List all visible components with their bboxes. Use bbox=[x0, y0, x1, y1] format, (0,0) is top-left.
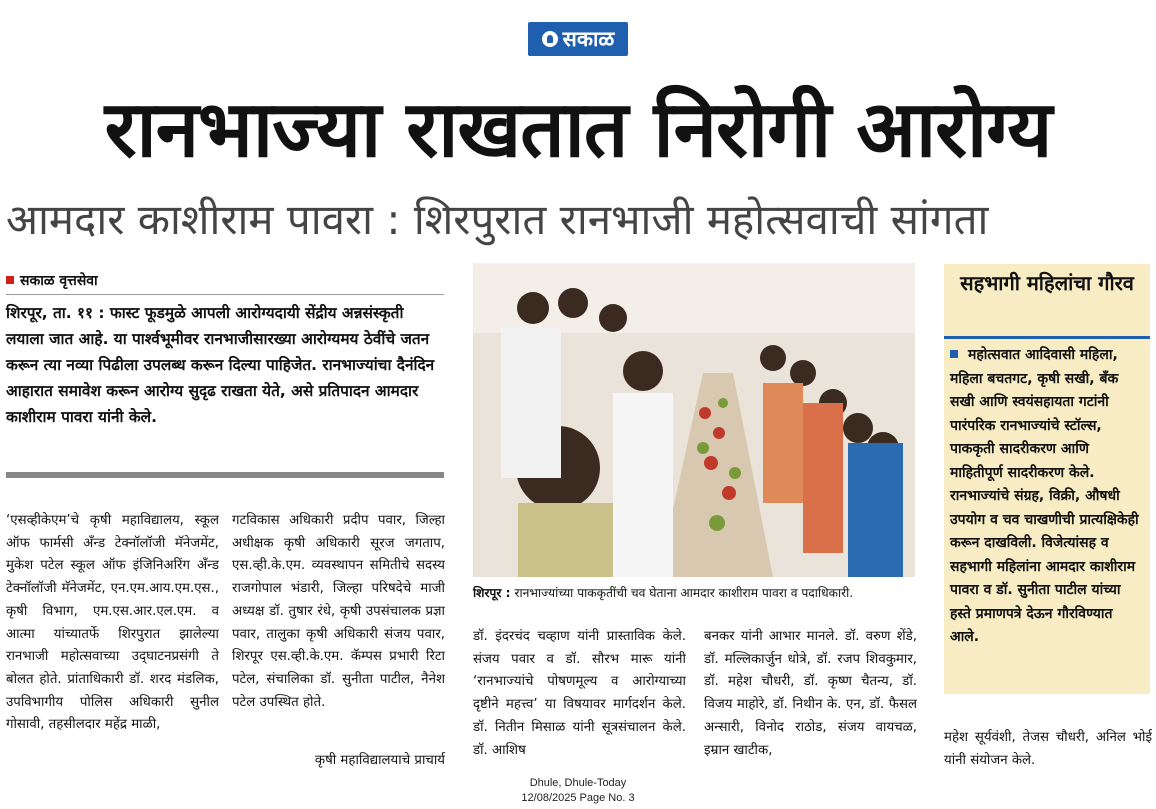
byline-bullet-icon bbox=[6, 276, 14, 284]
subheadline: आमदार काशीराम पावरा : शिरपुरात रानभाजी महोत्सवाची सांगता bbox=[6, 195, 989, 244]
logo-emblem-icon bbox=[542, 31, 558, 47]
headline: रानभाज्या राखतात निरोगी आरोग्य bbox=[104, 85, 1052, 175]
masthead-logo bbox=[528, 22, 628, 56]
byline bbox=[6, 270, 446, 292]
caption-place: शिरपूर : bbox=[473, 586, 511, 600]
sidebar-text: महोत्सवात आदिवासी महिला, महिला बचतगट, कृषी सखी, बँक सखी आणि स्वयंसहायता गटांनी पारंपरिक रानभाज्यांचे स्टॉल्स, पाककृती सादरीकरण आणि माहितीपूर्ण सादरीकरण केले. रानभाज्यांचे संग्रह, विक्री, औषधी उपयोग व चव चाखणीची प्रात्यक्षिकेही करून दाखविली. विजेत्यांसह व सहभागी महिलांना आमदार काशीराम पावरा व डॉ. सुनीता पाटील यांच्या हस्ते प्रमाणपत्रे देऊन गौरविण्यात आले. bbox=[950, 347, 1139, 645]
footer-date-page: 12/08/2025 Page No. 3 bbox=[521, 792, 635, 804]
news-photo bbox=[473, 263, 915, 577]
sidebar-body bbox=[950, 344, 1146, 684]
photo-caption bbox=[473, 582, 915, 604]
page-footer bbox=[478, 776, 678, 808]
sidebar-bullet-icon bbox=[950, 350, 958, 358]
sidebar-divider bbox=[944, 336, 1150, 339]
lead-divider bbox=[6, 472, 444, 478]
article-column-4: बनकर यांनी आभार मानले. डॉ. वरुण शेंडे, डॉ. मल्लिकार्जुन धोत्रे, डॉ. रजप शिवकुमार, डॉ. महेश चौधरी, डॉ. कृष्ण चैतन्य, डॉ. विजय माहोरे, डॉ. निथीन के. एन, डॉ. फैसल अन्सारी, विनोद राठोड, संजय वायचळ, इम्रान खाटीक, bbox=[704, 629, 917, 758]
caption-text: रानभाज्यांच्या पाककृतींची चव घेताना आमदार काशीराम पावरा व पदाधिकारी. bbox=[514, 586, 854, 600]
byline-text: सकाळ वृत्तसेवा bbox=[20, 273, 98, 289]
article-column-2: गटविकास अधिकारी प्रदीप पवार, जिल्हा अधीक्षक कृषी अधिकारी सूरज जगताप, एस.व्ही.के.एम. व्यवस्थापन समितीचे सदस्य राजगोपाल भंडारी, जिल्हा परिषदेचे माजी अध्यक्ष डॉ. तुषार रंधे, कृषी उपसंचालक प्रज्ञा पवार, तालुका कृषी अधिकारी संजय पवार, शिरपूर एस.व्ही.के.एम. कॅम्पस प्रभारी रिटा पटेल, संचालिका डॉ. सुनीता पाटील, नैनेश पटेल उपस्थित होते. bbox=[232, 513, 445, 710]
byline-divider bbox=[6, 294, 444, 295]
article-column-1: ‘एसव्हीकेएम’चे कृषी महाविद्यालय, स्कूल ऑफ फार्मसी अँन्ड टेक्नॉलॉजी मॅनेजमेंट, मुकेश पटेल स्कूल ऑफ इंजिनिअरिंग अँन्ड टेक्नॉलॉजी मॅनेजमेंट, एन.एम.आय.एम.एस., कृषी विभाग, एम.एस.आर.एल.एम. व आत्मा यांच्यातर्फे शिरपुरात झालेल्या रानभाजी महोत्सवाच्या उद्‍घाटनप्रसंगी ते बोलत होते. प्रांताधिकारी डॉ. शरद मंडलिक, उपविभागीय पोलिस अधिकारी सुनील गोसावी, तहसीलदार महेंद्र माळी, bbox=[6, 513, 219, 733]
sidebar-title: सहभागी महिलांचा गौरव bbox=[960, 271, 1134, 295]
article-column-5: महेश सूर्यवंशी, तेजस चौधरी, अनिल भोई यांनी संयोजन केले. bbox=[944, 730, 1152, 768]
article-column-3: डॉ. इंदरचंद चव्हाण यांनी प्रास्ताविक केले. संजय पवार व डॉ. सौरभ मारू यांनी ‘रानभाज्यांचे पोषणमूल्य व आरोग्याच्या दृष्टीने महत्त्व’ या विषयावर मार्गदर्शन केले. डॉ. नितीन मिसाळ यांनी सूत्रसंचालन केले. डॉ. आशिष bbox=[473, 629, 686, 758]
logo-text: सकाळ bbox=[562, 27, 615, 51]
footer-edition: Dhule, Dhule-Today bbox=[529, 777, 627, 789]
news-photo-illustration bbox=[473, 263, 915, 577]
lead-paragraph: शिरपूर, ता. ११ : फास्ट फूडमुळे आपली आरोग्यदायी सेंद्रीय अन्नसंस्कृती लयाला जात आहे. या पार्श्वभूमीवर रानभाजीसारख्या आरोग्यमय ठेवींचे जतन करून त्या नव्या पिढीला उपलब्ध करून दिल्या पाहिजेत. रानभाज्यांचा दैनंदिन आहारात समावेश करून आरोग्य सुदृढ राखता येते, असे प्रतिपादन आमदार काशीराम पावरा यांनी केले. bbox=[6, 304, 435, 426]
article-column-2-continuation: कृषी महाविद्यालयाचे प्राचार्य bbox=[314, 753, 445, 768]
